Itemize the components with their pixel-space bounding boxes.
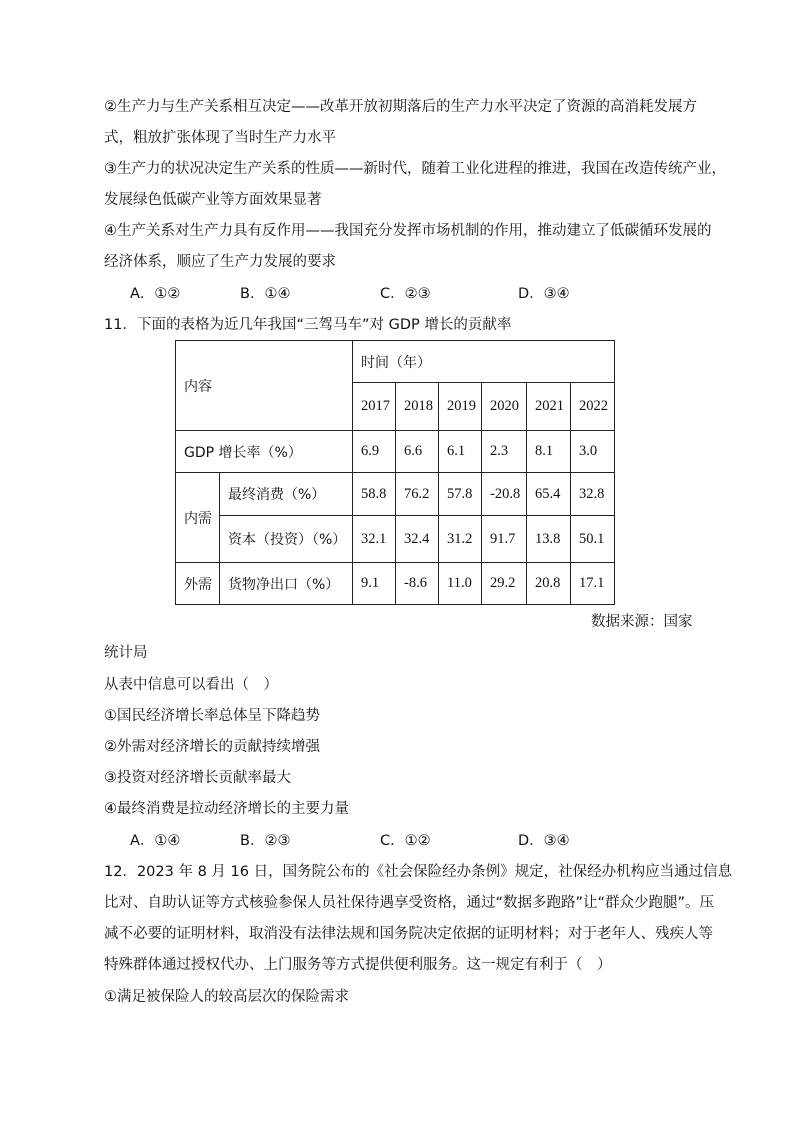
q12-line-5: ①满足被保险人的较高层次的保险需求 bbox=[104, 989, 349, 1005]
q10-option-d: D．③④ bbox=[518, 286, 570, 302]
q10-line-4: 发展绿色低碳产业等方面效果显著 bbox=[104, 192, 322, 208]
table-cell: 6.9 bbox=[353, 431, 396, 473]
table-cell: 76.2 bbox=[396, 473, 439, 516]
q10-line-2: 式，粗放扩张体现了当时生产力水平 bbox=[104, 130, 336, 146]
table-row-gdp bbox=[176, 431, 615, 473]
q12-line-2: 比对、自助认证等方式核验参保人员社保待遇享受资格，通过“数据多跑路”让“群众少跑腿”。压 bbox=[104, 895, 715, 911]
table-row-consumption bbox=[176, 473, 615, 516]
year-header: 2017 bbox=[353, 383, 396, 431]
q11-stem: 11．下面的表格为近几年我国“三驾马车”对 GDP 增长的贡献率 bbox=[104, 317, 512, 333]
q12-line-1: 12．2023 年 8 月 16 日，国务院公布的《社会保险经办条例》规定，社保经办机构应当通过信息 bbox=[104, 864, 733, 880]
row-label-netexport: 货物净出口（%） bbox=[220, 563, 353, 605]
data-source-continued: 统计局 bbox=[104, 645, 148, 661]
year-header: 2022 bbox=[571, 383, 615, 431]
table-cell: 32.1 bbox=[353, 516, 396, 563]
year-header: 2021 bbox=[527, 383, 571, 431]
row-group-domestic: 内需 bbox=[176, 473, 220, 563]
row-label-consumption: 最终消费（%） bbox=[220, 473, 353, 516]
q10-line-1: ②生产力与生产关系相互决定——改革开放初期落后的生产力水平决定了资源的高消耗发展方 bbox=[104, 99, 697, 115]
q10-option-a: A．①② bbox=[130, 286, 181, 302]
data-source: 数据来源：国家 bbox=[591, 614, 693, 630]
q10-option-b: B．①④ bbox=[240, 286, 291, 302]
q11-item-2: ②外需对经济增长的贡献持续增强 bbox=[104, 739, 320, 755]
table-row-capital bbox=[176, 516, 615, 563]
table-cell: 17.1 bbox=[571, 563, 615, 605]
table-time-header: 时间（年） bbox=[353, 341, 615, 383]
q10-line-5: ④生产关系对生产力具有反作用——我国充分发挥市场机制的作用，推动建立了低碳循环发展的 bbox=[104, 223, 712, 239]
table-cell: 50.1 bbox=[571, 516, 615, 563]
table-cell: 29.2 bbox=[482, 563, 527, 605]
year-header: 2020 bbox=[482, 383, 527, 431]
table-cell: 91.7 bbox=[482, 516, 527, 563]
table-cell: -20.8 bbox=[482, 473, 527, 516]
q11-option-d: D．③④ bbox=[518, 833, 570, 849]
year-header: 2019 bbox=[439, 383, 482, 431]
q10-line-6: 经济体系，顺应了生产力发展的要求 bbox=[104, 254, 336, 270]
q10-line-3: ③生产力的状况决定生产关系的性质——新时代，随着工业化进程的推进，我国在改造传统产业， bbox=[104, 161, 726, 177]
q12-line-3: 减不必要的证明材料，取消没有法律法规和国务院决定依据的证明材料；对于老年人、残疾人等 bbox=[104, 926, 713, 942]
q11-option-c: C．①② bbox=[380, 833, 431, 849]
contribution-table bbox=[175, 340, 615, 605]
table-cell: 58.8 bbox=[353, 473, 396, 516]
table-cell: 2.3 bbox=[482, 431, 527, 473]
q11-option-b: B．②③ bbox=[240, 833, 291, 849]
table-cell: 3.0 bbox=[571, 431, 615, 473]
table-cell: 13.8 bbox=[527, 516, 571, 563]
q11-option-a: A．①④ bbox=[130, 833, 181, 849]
table-cell: 8.1 bbox=[527, 431, 571, 473]
table-cell: 32.8 bbox=[571, 473, 615, 516]
table-cell: 20.8 bbox=[527, 563, 571, 605]
table-cell: 57.8 bbox=[439, 473, 482, 516]
table-cell: 65.4 bbox=[527, 473, 571, 516]
table-cell: 31.2 bbox=[439, 516, 482, 563]
q11-item-4: ④最终消费是拉动经济增长的主要力量 bbox=[104, 801, 349, 817]
row-label-gdp: GDP 增长率（%） bbox=[176, 431, 353, 473]
row-label-capital: 资本（投资）（%） bbox=[220, 516, 353, 563]
table-row-netexport bbox=[176, 563, 615, 605]
q10-option-c: C．②③ bbox=[380, 286, 431, 302]
row-group-external: 外需 bbox=[176, 563, 220, 605]
table-cell: -8.6 bbox=[396, 563, 439, 605]
q11-prompt: 从表中信息可以看出（ ） bbox=[104, 677, 278, 693]
table-cell: 6.6 bbox=[396, 431, 439, 473]
q11-item-3: ③投资对经济增长贡献率最大 bbox=[104, 770, 291, 786]
table-cell: 32.4 bbox=[396, 516, 439, 563]
table-cell: 6.1 bbox=[439, 431, 482, 473]
table-corner-header: 内容 bbox=[176, 341, 353, 431]
table-cell: 11.0 bbox=[439, 563, 482, 605]
q11-item-1: ①国民经济增长率总体呈下降趋势 bbox=[104, 708, 320, 724]
q12-line-4: 特殊群体通过授权代办、上门服务等方式提供便利服务。这一规定有利于（ ） bbox=[104, 957, 612, 973]
table-cell: 9.1 bbox=[353, 563, 396, 605]
year-header: 2018 bbox=[396, 383, 439, 431]
